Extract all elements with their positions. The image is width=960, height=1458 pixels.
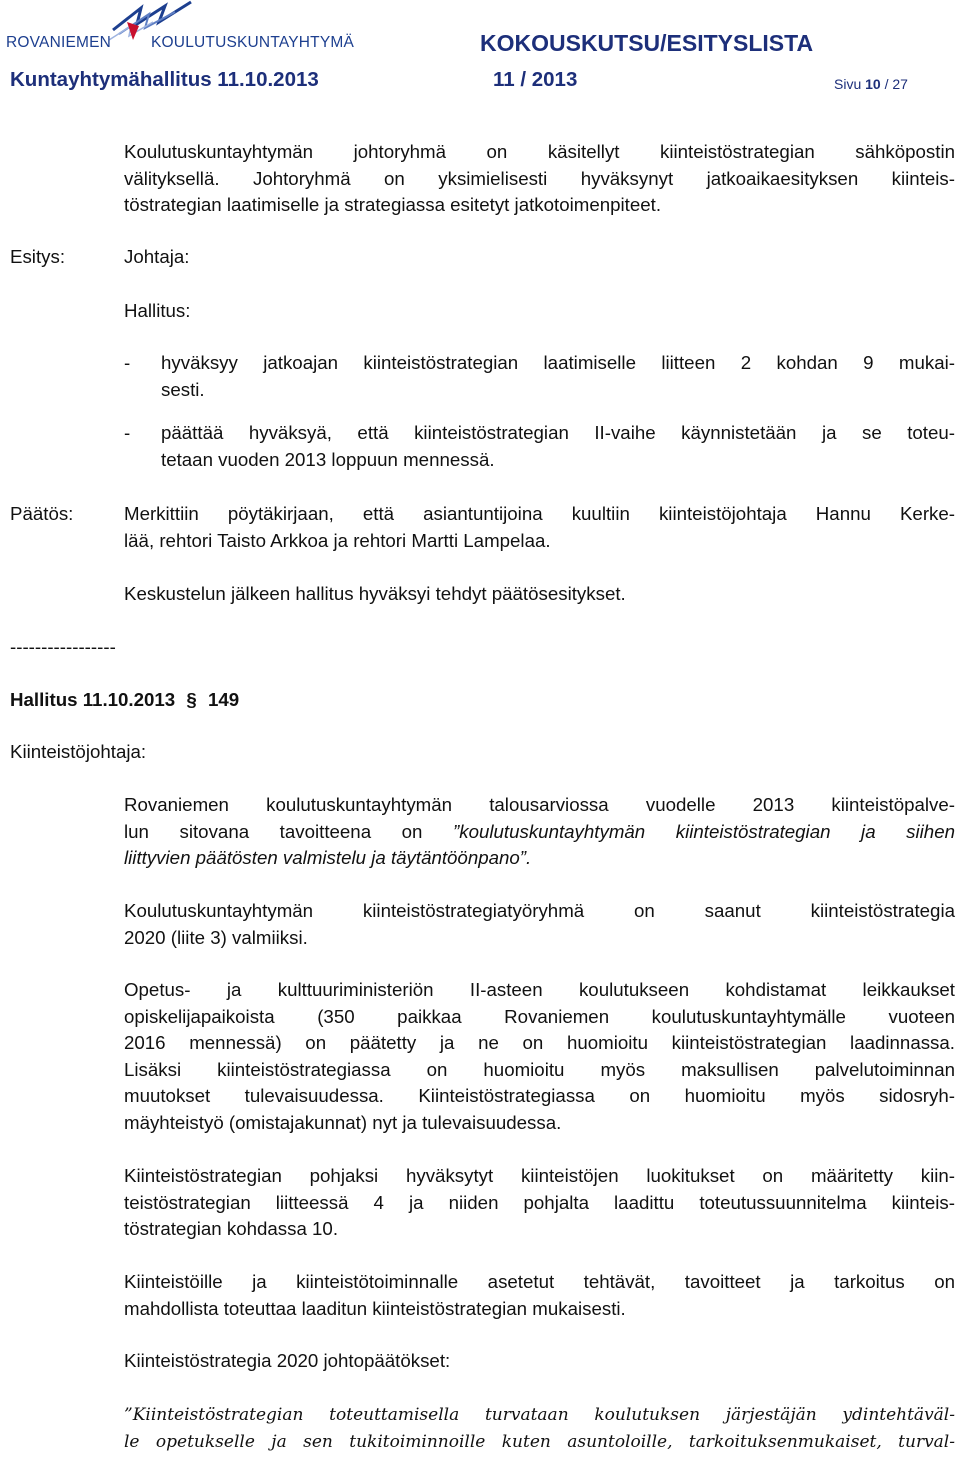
paragraph-line: 2020 (liite 3) valmiiksi. xyxy=(124,926,308,948)
intro-line: Koulutuskuntayhtymän johtoryhmä on käsitellyt kiinteistöstrategian sähköpostin xyxy=(124,141,955,162)
section-heading xyxy=(10,687,239,714)
paragraph-line: opiskelijapaikoista (350 paikkaa Rovaniemen koulutuskuntayhtymälle vuoteen xyxy=(124,1005,955,1027)
organization-logo xyxy=(6,2,356,60)
section-number: 149 xyxy=(208,689,240,710)
meeting-name: Kuntayhtymähallitus 11.10.2013 xyxy=(10,68,319,91)
paatos-label: Päätös: xyxy=(10,503,74,524)
separator-line: ----------------- xyxy=(10,636,116,657)
paatos-paragraph xyxy=(124,501,955,554)
text-plain: lun sitovana tavoitteena on xyxy=(124,820,423,842)
paragraph-line: Kiinteistöstrategian pohjaksi hyväksytyt kiinteistöjen luokitukset on määritetty kiin- xyxy=(124,1165,955,1186)
intro-paragraph xyxy=(124,139,955,219)
intro-line: töstrategian laatimiselle ja strategiassa esitetyt jatkotoimenpiteet. xyxy=(124,194,662,215)
johtaja-label: Johtaja: xyxy=(124,246,190,267)
page-total: / 27 xyxy=(884,76,908,92)
paragraph-line: mäyhteistyö (omistajakunnat) nyt ja tulevaisuudessa. xyxy=(124,1111,562,1133)
paragraph-4 xyxy=(124,1163,955,1243)
page-number xyxy=(834,76,908,92)
paragraph-line: Lisäksi kiinteistöstrategiassa on huomioitu myös maksullisen palvelutoiminnan xyxy=(124,1058,955,1080)
page-prefix: Sivu xyxy=(834,76,862,92)
paatos-line: lää, rehtori Taisto Arkkoa ja rehtori Martti Lampelaa. xyxy=(124,529,551,551)
section-mark: § xyxy=(186,689,197,710)
bullet-dash: - xyxy=(124,422,131,443)
paragraph-line: 2016 mennessä) on päätetty ja ne on huomioitu kiinteistöstrategian laadinnassa. xyxy=(124,1032,955,1053)
paragraph-2 xyxy=(124,898,955,951)
paragraph-line: Opetus- ja kulttuuriministeriön II-asteen koulutukseen kohdistamat leikkaukset xyxy=(124,979,955,1000)
paragraph-line: mahdollista toteuttaa laaditun kiinteistöstrategian mukaisesti. xyxy=(124,1297,626,1319)
issue-number: 11 / 2013 xyxy=(493,68,578,91)
text-italic: ”koulutuskuntayhtymän kiinteistöstrategian ja siihen xyxy=(453,820,955,842)
bullet-dash: - xyxy=(124,352,131,373)
paragraph-line: teistöstrategian liitteessä 4 ja niiden pohjalta laadittu toteutussuunnitelma kiinteis- xyxy=(124,1191,955,1213)
text-italic: liittyvien päätösten valmistelu ja täytäntöönpano”. xyxy=(124,847,532,868)
quote-line: le opetukselle ja sen tukitoiminnoille kuten asuntoloille, tarkoituksenmukaiset, turval- xyxy=(124,1432,955,1452)
bullet-line: päättää hyväksyä, että kiinteistöstrategian II-vaihe käynnistetään ja se toteu- xyxy=(161,422,955,443)
paragraph-1 xyxy=(124,792,955,872)
paragraph-line xyxy=(124,819,955,846)
paragraph-6: Kiinteistöstrategia 2020 johtopäätökset: xyxy=(124,1350,451,1371)
paatos-conclusion: Keskustelun jälkeen hallitus hyväksyi tehdyt päätösesitykset. xyxy=(124,583,626,604)
quote-paragraph xyxy=(124,1402,955,1456)
section-title: Hallitus 11.10.2013 xyxy=(10,689,176,710)
bullet-line: hyväksyy jatkoajan kiinteistöstrategian laatimiselle liitteen 2 kohdan 9 mukai- xyxy=(161,352,955,373)
paatos-line: Merkittiin pöytäkirjaan, että asiantuntijoina kuultiin kiinteistöjohtaja Hannu Kerke- xyxy=(124,503,955,524)
paragraph-5 xyxy=(124,1269,955,1322)
paragraph-line: muutokset tulevaisuudessa. Kiinteistöstrategiassa on huomioitu myös sidosryh- xyxy=(124,1085,955,1106)
bullet-item xyxy=(161,350,955,403)
bullet-line: tetaan vuoden 2013 loppuun mennessä. xyxy=(161,448,495,470)
bullet-item xyxy=(161,420,955,473)
bullet-line: sesti. xyxy=(161,378,205,400)
quote-line: ”Kiinteistöstrategian toteuttamisella turvataan koulutuksen järjestäjän ydintehtäväl- xyxy=(124,1405,955,1425)
intro-line: välityksellä. Johtoryhmä on yksimielisesti hyväksynyt jatkoaikaesityksen kiinteis- xyxy=(124,167,955,189)
logo-text-right: KOULUTUSKUNTAYHTYMÄ xyxy=(151,34,355,51)
paragraph-3 xyxy=(124,977,955,1136)
logo-text-left: ROVANIEMEN xyxy=(6,34,112,51)
paragraph-line xyxy=(124,845,955,872)
paragraph-line: töstrategian kohdassa 10. xyxy=(124,1218,339,1239)
page-current: 10 xyxy=(865,76,881,92)
presenter-label: Kiinteistöjohtaja: xyxy=(10,741,147,762)
paragraph-line: Koulutuskuntayhtymän kiinteistöstrategiatyöryhmä on saanut kiinteistöstrategia xyxy=(124,900,955,921)
paragraph-line: Kiinteistöille ja kiinteistötoiminnalle asetetut tehtävät, tavoitteet ja tarkoitus on xyxy=(124,1271,955,1292)
hallitus-label: Hallitus: xyxy=(124,300,191,321)
document-type-title: KOKOUSKUTSU/ESITYSLISTA xyxy=(480,30,814,56)
esitys-label: Esitys: xyxy=(10,246,66,267)
paragraph-line: Rovaniemen koulutuskuntayhtymän talousarviossa vuodelle 2013 kiinteistöpalve- xyxy=(124,794,955,815)
